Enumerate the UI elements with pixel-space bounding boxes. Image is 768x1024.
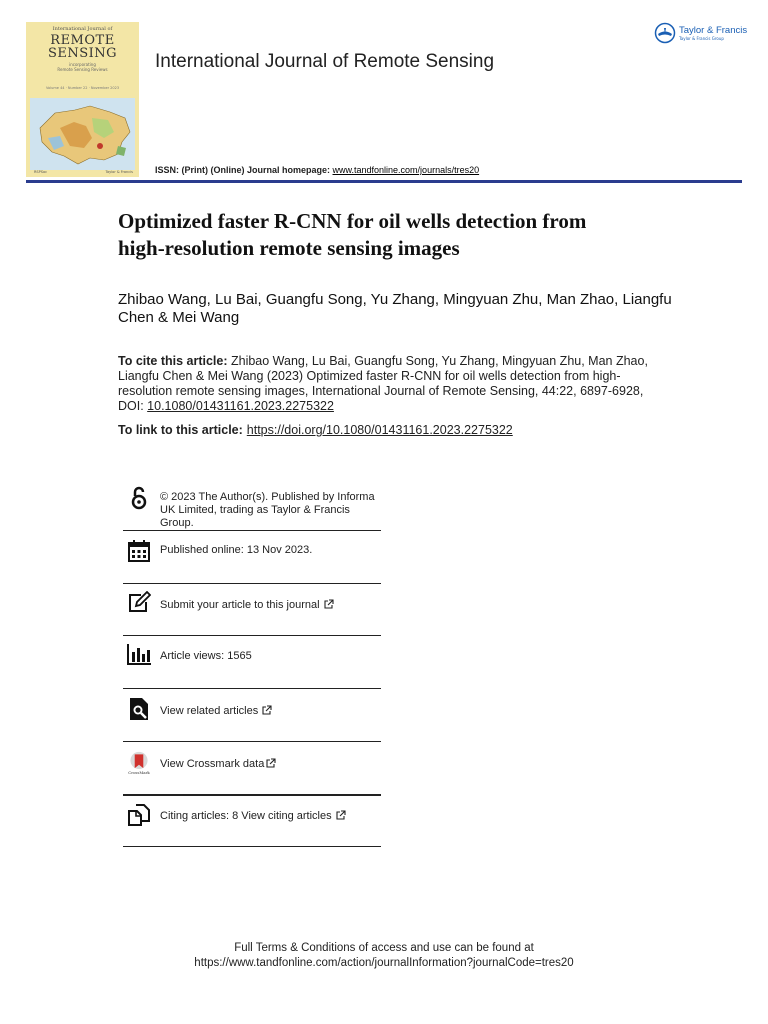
article-authors: Zhibao Wang, Lu Bai, Guangfu Song, Yu Zhang, Mingyuan Zhu, Man Zhao, Liangfu Chen & Mei Wang <box>118 291 672 326</box>
cover-subtitle <box>26 62 139 72</box>
views-row <box>123 637 381 690</box>
related-text: View related articles <box>160 705 259 717</box>
external-link-icon <box>336 810 346 820</box>
cover-publisher-right: Taylor & Francis <box>105 170 133 174</box>
cover-title-line1: REMOTE <box>50 33 115 48</box>
citation-block <box>118 354 658 414</box>
crossmark-text: View Crossmark data <box>160 758 265 770</box>
link-label: To link to this article: <box>118 423 243 437</box>
open-access-text: © 2023 The Author(s). Published by Informa UK Limited, trading as Taylor & Francis Group. <box>160 491 375 529</box>
article-link-line <box>118 423 513 437</box>
crossmark-row[interactable] <box>123 743 381 796</box>
cover-subtitle-line1: incorporating <box>69 62 96 67</box>
issn-label: ISSN: (Print) (Online) Journal homepage: <box>155 165 333 175</box>
submit-row[interactable] <box>123 584 381 637</box>
row-divider <box>123 635 381 636</box>
cover-publishers <box>34 170 133 174</box>
cite-doi-link[interactable]: 10.1080/01431161.2023.2275322 <box>147 399 334 413</box>
external-link-icon <box>262 705 272 715</box>
journal-title[interactable]: International Journal of Remote Sensing <box>155 51 495 72</box>
published-text: Published online: 13 Nov 2023. <box>160 544 313 556</box>
document-search-icon <box>127 697 151 721</box>
cite-text: Zhibao Wang, Lu Bai, Guangfu Song, Yu Zhang, Mingyuan Zhu, Man Zhao, Liangfu Chen & Mei Wang (2023) Optimized faster R-CNN for oil wells detection from high-resolution remote sensing images, International Journal of Remote Sensing, 44:22, 6897-6928, DOI: <box>118 354 648 413</box>
journal-cover-image <box>26 22 139 177</box>
row-divider <box>123 688 381 689</box>
submit-text: Submit your article to this journal <box>160 599 320 611</box>
publisher-name: Taylor & Francis <box>679 24 748 36</box>
crossmark-icon <box>127 751 151 775</box>
external-link-icon <box>266 758 276 768</box>
cover-volume: Volume 44 · Number 22 · November 2023 <box>45 86 120 90</box>
footer-line1: Full Terms & Conditions of access and use can be found at <box>234 942 534 954</box>
row-divider <box>123 741 381 742</box>
open-access-row <box>123 484 381 531</box>
taylor-francis-logo-icon <box>654 22 676 44</box>
related-link[interactable] <box>160 705 272 718</box>
external-link-icon <box>324 599 334 609</box>
issn-line <box>155 165 479 175</box>
publisher-group: Taylor & Francis Group <box>679 35 724 41</box>
article-title-line1: Optimized faster R-CNN for oil wells detection from <box>118 209 587 233</box>
related-row[interactable] <box>123 690 381 743</box>
publisher-logo[interactable] <box>654 22 747 44</box>
cover-intl: International Journal of <box>52 26 113 32</box>
article-title <box>118 208 678 262</box>
cover-title <box>26 34 139 60</box>
citing-link[interactable] <box>160 810 346 823</box>
journal-homepage-link[interactable]: www.tandfonline.com/journals/tres20 <box>332 165 480 175</box>
submit-link[interactable] <box>160 599 334 612</box>
footer-terms <box>0 941 768 971</box>
citing-row[interactable] <box>123 796 381 848</box>
views-text: Article views: 1565 <box>160 650 252 662</box>
cover-subtitle-line2: Remote Sensing Reviews <box>57 67 108 72</box>
header-rule <box>26 180 742 183</box>
published-row <box>123 531 381 584</box>
article-title-line2: high-resolution remote sensing images <box>118 236 460 260</box>
calendar-icon <box>127 539 151 563</box>
bar-chart-icon <box>127 642 151 666</box>
cover-publisher-left: RSPSoc <box>34 170 48 174</box>
footer-terms-link[interactable]: https://www.tandfonline.com/action/journalInformation?journalCode=tres20 <box>194 957 574 969</box>
crossmark-icon-label: CrossMark <box>128 770 150 775</box>
article-doi-link[interactable]: https://doi.org/10.1080/01431161.2023.2275322 <box>246 423 513 437</box>
cite-label: To cite this article: <box>118 354 228 368</box>
crossmark-link[interactable] <box>160 758 276 771</box>
row-divider <box>123 846 381 847</box>
open-access-icon <box>127 486 151 510</box>
citing-text: Citing articles: 8 View citing articles <box>160 810 332 822</box>
citing-documents-icon <box>127 803 151 827</box>
edit-icon <box>127 591 151 615</box>
cover-map-image <box>30 98 135 170</box>
cover-title-line2: SENSING <box>47 46 118 61</box>
